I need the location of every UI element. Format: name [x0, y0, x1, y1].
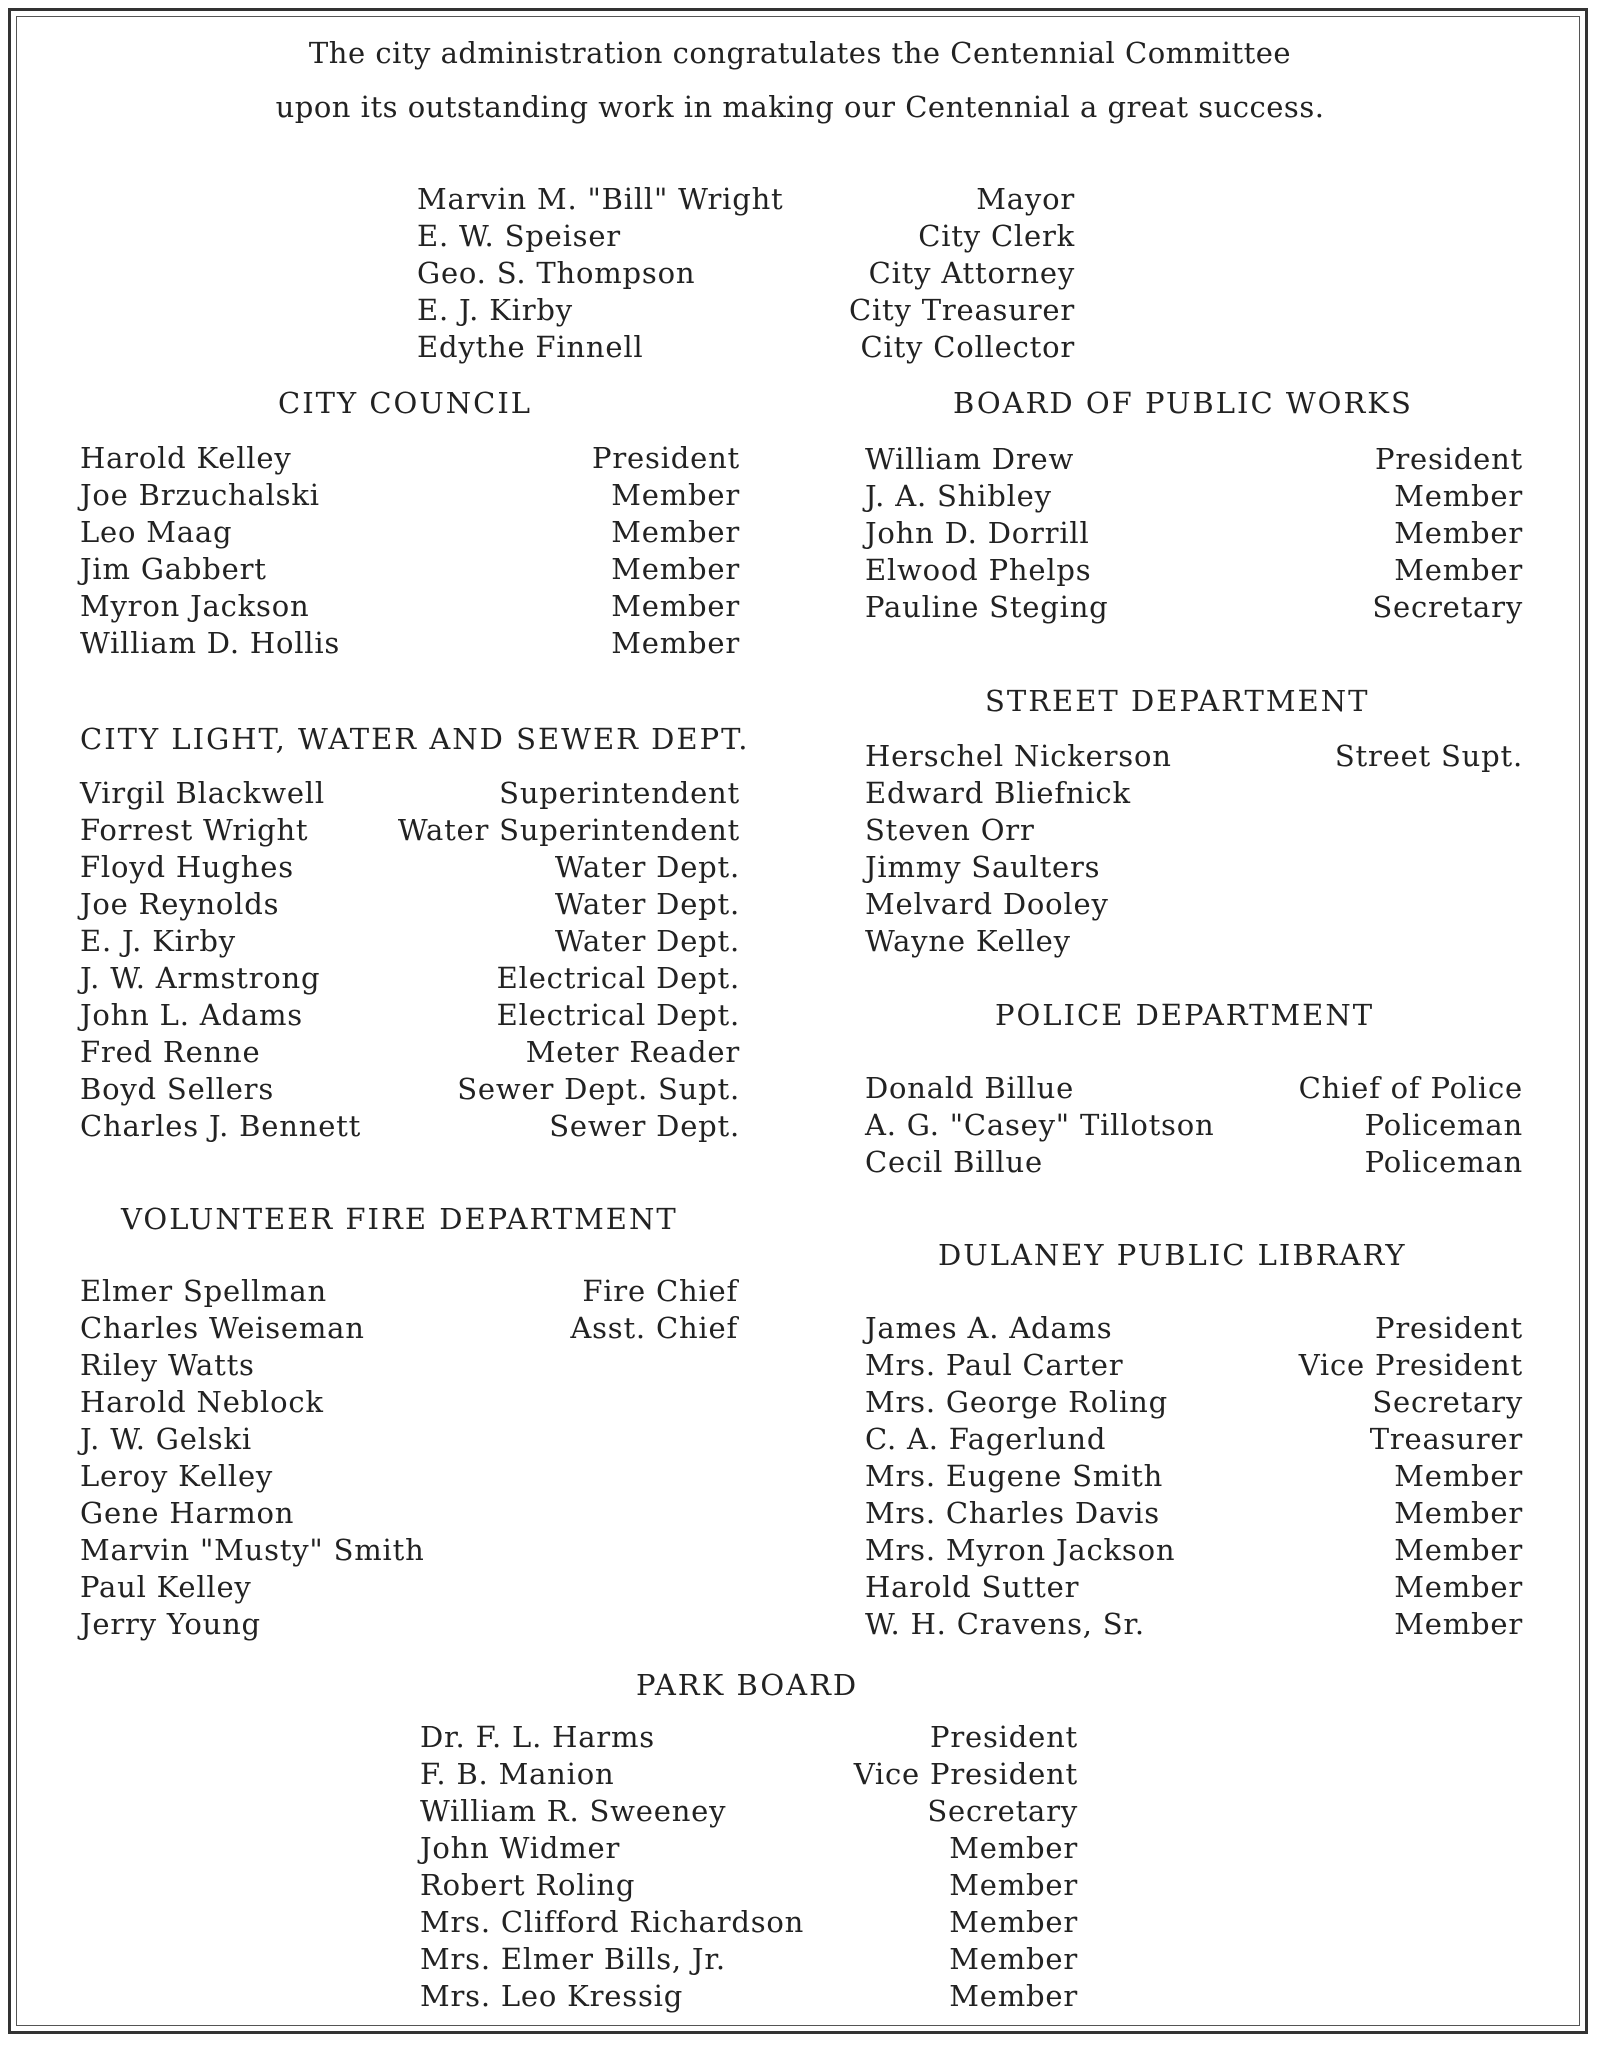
roster-row — [865, 1311, 1523, 1348]
person-role: Member — [949, 1979, 1078, 2013]
person-role: President — [1375, 1311, 1523, 1345]
roster-row — [865, 590, 1523, 627]
person-name: Harold Kelley — [80, 441, 292, 475]
person-name: Marvin "Musty" Smith — [80, 1533, 425, 1567]
roster-row — [80, 1311, 738, 1348]
roster-row — [80, 813, 740, 850]
person-name: Fred Renne — [80, 1035, 261, 1069]
person-name: William R. Sweeney — [420, 1794, 727, 1828]
person-name: W. H. Cravens, Sr. — [865, 1607, 1145, 1641]
person-name: Herschel Nickerson — [865, 739, 1172, 773]
roster-row — [865, 1348, 1523, 1385]
person-name: E. J. Kirby — [417, 293, 573, 327]
person-name: Elmer Spellman — [80, 1274, 327, 1308]
person-role: Policeman — [1364, 1108, 1523, 1142]
roster-row — [417, 182, 1075, 219]
person-name: Mrs. George Roling — [865, 1385, 1168, 1419]
roster-row — [420, 1868, 1078, 1905]
fire-department-list — [80, 1274, 738, 1644]
person-role: Member — [611, 589, 740, 623]
person-role: President — [930, 1720, 1078, 1754]
light-water-sewer-heading: CITY LIGHT, WATER AND SEWER DEPT. — [80, 722, 750, 756]
roster-row — [865, 813, 1523, 850]
police-department-heading: POLICE DEPARTMENT — [995, 998, 1375, 1032]
person-name: Boyd Sellers — [80, 1072, 275, 1106]
roster-row — [865, 850, 1523, 887]
person-name: Mrs. Clifford Richardson — [420, 1905, 805, 1939]
person-role: Vice President — [1298, 1348, 1523, 1382]
person-role: Member — [1394, 553, 1523, 587]
person-role: Secretary — [927, 1794, 1078, 1828]
person-name: E. J. Kirby — [80, 924, 236, 958]
roster-row — [80, 924, 740, 961]
roster-row — [865, 442, 1523, 479]
person-name: Harold Sutter — [865, 1570, 1080, 1604]
person-role: Water Dept. — [554, 924, 740, 958]
person-name: William Drew — [865, 442, 1075, 476]
roster-row — [865, 553, 1523, 590]
roster-row — [865, 1145, 1523, 1182]
person-role: Member — [949, 1831, 1078, 1865]
person-name: Elwood Phelps — [865, 553, 1092, 587]
person-name: Charles J. Bennett — [80, 1109, 362, 1143]
city-council-heading: CITY COUNCIL — [278, 386, 533, 420]
roster-row — [80, 1496, 738, 1533]
library-heading: DULANEY PUBLIC LIBRARY — [938, 1238, 1407, 1272]
person-name: Gene Harmon — [80, 1496, 295, 1530]
person-role: President — [1375, 442, 1523, 476]
roster-row — [420, 1720, 1078, 1757]
person-role: City Clerk — [918, 219, 1075, 253]
street-department-list — [865, 739, 1523, 961]
roster-row — [80, 1607, 738, 1644]
person-role: Member — [1394, 1533, 1523, 1567]
roster-row — [80, 626, 740, 663]
person-name: Wayne Kelley — [865, 924, 1071, 958]
person-role: Member — [611, 478, 740, 512]
person-role: Meter Reader — [525, 1035, 740, 1069]
person-role: Electrical Dept. — [496, 998, 740, 1032]
roster-row — [865, 479, 1523, 516]
person-name: Joe Reynolds — [80, 887, 280, 921]
person-role: Sewer Dept. Supt. — [457, 1072, 740, 1106]
person-role: Member — [611, 515, 740, 549]
roster-row — [420, 1979, 1078, 2016]
person-name: Mrs. Myron Jackson — [865, 1533, 1176, 1567]
person-role: Secretary — [1372, 1385, 1523, 1419]
person-name: Steven Orr — [865, 813, 1035, 847]
person-role: Member — [1394, 516, 1523, 550]
person-name: Charles Weiseman — [80, 1311, 365, 1345]
person-role: Sewer Dept. — [549, 1109, 740, 1143]
roster-row — [865, 924, 1523, 961]
roster-row — [420, 1942, 1078, 1979]
person-name: Jimmy Saulters — [865, 850, 1101, 884]
person-role: Street Supt. — [1334, 739, 1523, 773]
roster-row — [80, 552, 740, 589]
roster-row — [865, 1385, 1523, 1422]
person-name: Forrest Wright — [80, 813, 309, 847]
roster-row — [865, 887, 1523, 924]
person-name: Mrs. Elmer Bills, Jr. — [420, 1942, 726, 1976]
person-role: Member — [1394, 1607, 1523, 1641]
roster-row — [80, 850, 740, 887]
roster-row — [865, 1108, 1523, 1145]
person-name: John D. Dorrill — [865, 516, 1090, 550]
person-role: Vice President — [853, 1757, 1078, 1791]
roster-row — [80, 961, 740, 998]
person-name: Virgil Blackwell — [80, 776, 325, 810]
roster-row — [417, 293, 1075, 330]
person-name: C. A. Fagerlund — [865, 1422, 1107, 1456]
person-name: F. B. Manion — [420, 1757, 615, 1791]
person-name: E. W. Speiser — [417, 219, 621, 253]
person-name: J. W. Armstrong — [80, 961, 321, 995]
person-role: Member — [1394, 1496, 1523, 1530]
roster-row — [865, 1071, 1523, 1108]
person-role: Member — [1394, 1459, 1523, 1493]
person-name: Harold Neblock — [80, 1385, 324, 1419]
roster-row — [420, 1757, 1078, 1794]
person-name: Melvard Dooley — [865, 887, 1109, 921]
roster-row — [420, 1905, 1078, 1942]
person-name: Jim Gabbert — [80, 552, 267, 586]
person-role: Member — [1394, 479, 1523, 513]
person-name: Donald Billue — [865, 1071, 1075, 1105]
person-name: Pauline Steging — [865, 590, 1109, 624]
police-department-list — [865, 1071, 1523, 1182]
board-public-works-list — [865, 442, 1523, 627]
roster-row — [420, 1794, 1078, 1831]
person-name: Edward Bliefnick — [865, 776, 1131, 810]
roster-row — [80, 1072, 740, 1109]
roster-row — [865, 1570, 1523, 1607]
intro-line-2: upon its outstanding work in making our Centennial a great success. — [275, 90, 1325, 124]
roster-row — [80, 887, 740, 924]
light-water-sewer-list — [80, 776, 740, 1146]
roster-row — [80, 1348, 738, 1385]
person-name: Cecil Billue — [865, 1145, 1043, 1179]
person-role: Secretary — [1372, 590, 1523, 624]
roster-row — [417, 330, 1075, 367]
person-name: J. W. Gelski — [80, 1422, 252, 1456]
person-name: Floyd Hughes — [80, 850, 294, 884]
park-board-list — [420, 1720, 1078, 2016]
street-department-heading: STREET DEPARTMENT — [985, 684, 1370, 718]
person-role: Member — [1394, 1570, 1523, 1604]
person-name: Robert Roling — [420, 1868, 636, 1902]
roster-row — [865, 1496, 1523, 1533]
roster-row — [80, 1035, 740, 1072]
person-role: Policeman — [1364, 1145, 1523, 1179]
person-name: J. A. Shibley — [865, 479, 1052, 513]
person-name: Marvin M. "Bill" Wright — [417, 182, 784, 216]
person-role: Water Dept. — [554, 850, 740, 884]
person-name: Jerry Young — [80, 1607, 261, 1641]
roster-row — [865, 1422, 1523, 1459]
roster-row — [80, 998, 740, 1035]
person-name: William D. Hollis — [80, 626, 341, 660]
person-name: Joe Brzuchalski — [80, 478, 320, 512]
roster-row — [80, 589, 740, 626]
person-name: Edythe Finnell — [417, 330, 644, 364]
person-name: Geo. S. Thompson — [417, 256, 696, 290]
person-role: Chief of Police — [1298, 1071, 1523, 1105]
roster-row — [865, 1533, 1523, 1570]
person-name: Myron Jackson — [80, 589, 310, 623]
person-name: Mrs. Charles Davis — [865, 1496, 1160, 1530]
roster-row — [80, 1459, 738, 1496]
city-council-list — [80, 441, 740, 663]
person-role: President — [592, 441, 740, 475]
roster-row — [80, 1570, 738, 1607]
person-name: Mrs. Paul Carter — [865, 1348, 1124, 1382]
person-name: Leroy Kelley — [80, 1459, 274, 1493]
board-public-works-heading: BOARD OF PUBLIC WORKS — [953, 386, 1413, 420]
person-name: Leo Maag — [80, 515, 233, 549]
person-name: Mrs. Leo Kressig — [420, 1979, 684, 2013]
roster-row — [865, 1459, 1523, 1496]
roster-row — [80, 1109, 740, 1146]
person-name: James A. Adams — [865, 1311, 1113, 1345]
officers-list — [417, 182, 1075, 367]
roster-row — [80, 1274, 738, 1311]
person-role: City Attorney — [868, 256, 1075, 290]
roster-row — [865, 739, 1523, 776]
person-role: Fire Chief — [582, 1274, 738, 1308]
person-name: Mrs. Eugene Smith — [865, 1459, 1164, 1493]
person-role: Member — [611, 626, 740, 660]
roster-row — [80, 478, 740, 515]
roster-row — [865, 776, 1523, 813]
person-role: Superintendent — [499, 776, 740, 810]
person-role: Water Superintendent — [397, 813, 740, 847]
person-role: Member — [949, 1868, 1078, 1902]
fire-department-heading: VOLUNTEER FIRE DEPARTMENT — [121, 1202, 678, 1236]
intro-line-1: The city administration congratulates the Centennial Committee — [308, 36, 1292, 70]
person-role: Asst. Chief — [570, 1311, 738, 1345]
person-role: Member — [949, 1905, 1078, 1939]
person-name: John Widmer — [420, 1831, 621, 1865]
roster-row — [420, 1831, 1078, 1868]
person-name: Dr. F. L. Harms — [420, 1720, 655, 1754]
person-role: Treasurer — [1369, 1422, 1523, 1456]
person-role: Member — [611, 552, 740, 586]
roster-row — [80, 1533, 738, 1570]
person-role: Member — [949, 1942, 1078, 1976]
roster-row — [80, 441, 740, 478]
roster-row — [80, 515, 740, 552]
person-role: Electrical Dept. — [496, 961, 740, 995]
roster-row — [80, 1422, 738, 1459]
roster-row — [865, 1607, 1523, 1644]
roster-row — [417, 219, 1075, 256]
person-role: Water Dept. — [554, 887, 740, 921]
person-name: A. G. "Casey" Tillotson — [865, 1108, 1215, 1142]
person-name: John L. Adams — [80, 998, 303, 1032]
roster-row — [865, 516, 1523, 553]
library-list — [865, 1311, 1523, 1644]
person-role: City Treasurer — [848, 293, 1075, 327]
roster-row — [80, 1385, 738, 1422]
person-role: Mayor — [976, 182, 1075, 216]
person-name: Paul Kelley — [80, 1570, 252, 1604]
park-board-heading: PARK BOARD — [636, 1668, 859, 1702]
roster-row — [80, 776, 740, 813]
roster-row — [417, 256, 1075, 293]
person-name: Riley Watts — [80, 1348, 255, 1382]
person-role: City Collector — [860, 330, 1075, 364]
